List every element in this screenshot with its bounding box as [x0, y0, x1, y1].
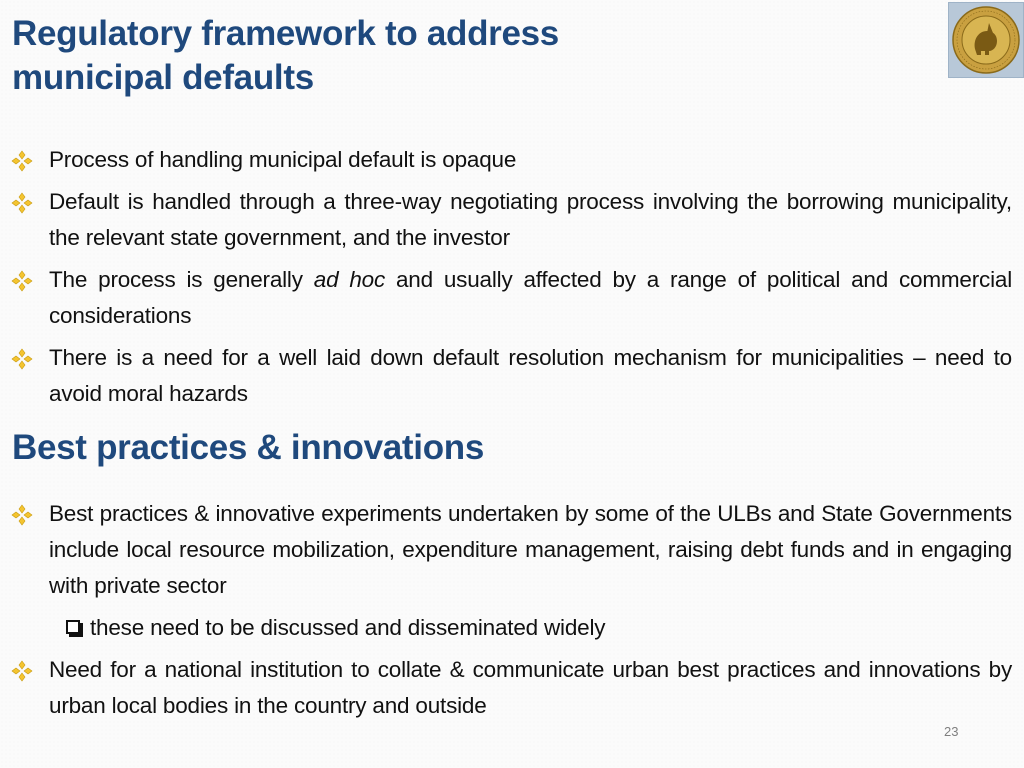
list-item: There is a need for a well laid down default resolution mechanism for municipalities – need to avoid moral hazards	[0, 340, 1024, 412]
reserve-bank-seal-icon	[948, 2, 1024, 78]
diamond-bullet-icon	[11, 192, 33, 214]
list-item: Need for a national institution to collate & communicate urban best practices and innovations by urban local bodies in the country and outside	[0, 652, 1024, 724]
diamond-bullet-icon	[11, 660, 33, 682]
page-number: 23	[944, 724, 959, 739]
slide-title-line-1: Regulatory framework to address	[12, 14, 559, 53]
list-item: Best practices & innovative experiments undertaken by some of the ULBs and State Governments include local resource mobilization, expenditure management, raising debt funds and in engaging with private sector	[0, 496, 1024, 604]
list-item: Default is handled through a three-way negotiating process involving the borrowing municipality, the relevant state government, and the investor	[0, 184, 1024, 256]
diamond-bullet-icon	[11, 150, 33, 172]
square-bullet-icon	[66, 620, 80, 634]
list-item: The process is generally ad hoc and usually affected by a range of political and commercial considerations	[0, 262, 1024, 334]
seal-graphic	[949, 3, 1023, 77]
slide-title-line-2: municipal defaults	[12, 58, 314, 97]
list-item: Process of handling municipal default is opaque	[0, 142, 1024, 178]
italic-term: ad hoc	[313, 267, 386, 292]
slide-title	[12, 12, 712, 100]
diamond-bullet-icon	[11, 270, 33, 292]
regulatory-bullet-list	[0, 142, 1024, 418]
sub-list-item: these need to be discussed and disseminated widely	[0, 610, 1024, 646]
best-practices-bullet-list	[0, 496, 1024, 730]
diamond-bullet-icon	[11, 348, 33, 370]
section-heading: Best practices & innovations	[12, 428, 485, 467]
diamond-bullet-icon	[11, 504, 33, 526]
